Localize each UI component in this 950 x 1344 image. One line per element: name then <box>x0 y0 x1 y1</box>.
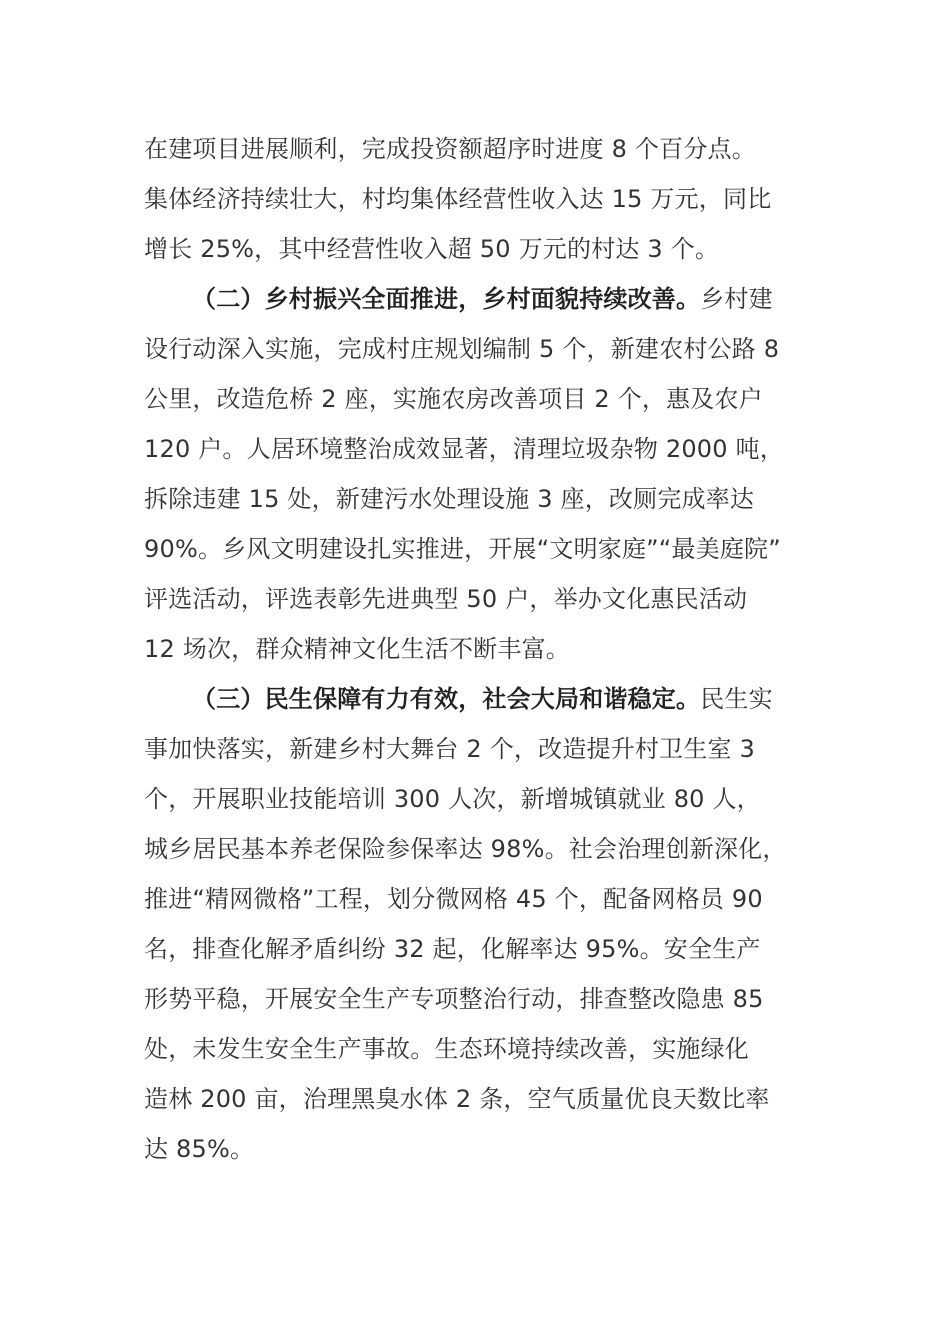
paragraph-first-line <box>144 274 834 324</box>
text-line: 在建项目进展顺利，完成投资额超序时进度 8 个百分点。 <box>144 135 756 163</box>
paragraph-1 <box>144 124 834 274</box>
text-line: 推进“精网微格”工程，划分微网格 45 个，配备网格员 90 <box>144 885 763 913</box>
text-line: 公里，改造危桥 2 座，实施农房改善项目 2 个，惠及农户 <box>144 385 763 413</box>
paragraph-3 <box>144 674 834 1174</box>
text-line: 集体经济持续壮大，村均集体经营性收入达 15 万元，同比 <box>144 185 772 213</box>
text-line: 拆除违建 15 处，新建污水处理设施 3 座，改厕完成率达 <box>144 485 755 513</box>
text-line: 达 85%。 <box>144 1135 255 1163</box>
paragraph-2 <box>144 274 834 674</box>
text-line: 设行动深入实施，完成村庄规划编制 5 个，新建农村公路 8 <box>144 335 780 363</box>
text-line: 城乡居民基本养老保险参保率达 98%。社会治理创新深化， <box>144 835 787 863</box>
text-line: 120 户。人居环境整治成效显著，清理垃圾杂物 2000 吨， <box>144 435 784 463</box>
text-line: 造林 200 亩，治理黑臭水体 2 条，空气质量优良天数比率 <box>144 1085 770 1113</box>
paragraph-first-line <box>144 674 834 724</box>
text-line: 个，开展职业技能培训 300 人次，新增城镇就业 80 人， <box>144 785 761 813</box>
text-line: 名，排查化解矛盾纠纷 32 起，化解率达 95%。安全生产 <box>144 935 761 963</box>
text-line: 形势平稳，开展安全生产专项整治行动，排查整改隐患 85 <box>144 985 764 1013</box>
text-line: 事加快落实，新建乡村大舞台 2 个，改造提升村卫生室 3 <box>144 735 756 763</box>
text-line: 处，未发生安全生产事故。生态环境持续改善，实施绿化 <box>144 1035 749 1063</box>
text-fragment: 乡村建 <box>700 285 773 313</box>
text-line: 90%。乡风文明建设扎实推进，开展“文明家庭”“最美庭院” <box>144 535 781 563</box>
text-line: 12 场次，群众精神文化生活不断丰富。 <box>144 635 570 663</box>
document-body <box>144 124 834 1174</box>
section-heading-2: （二）乡村振兴全面推进，乡村面貌持续改善。 <box>192 285 701 313</box>
text-line: 增长 25%，其中经营性收入超 50 万元的村达 3 个。 <box>144 235 720 263</box>
section-heading-3: （三）民生保障有力有效，社会大局和谐稳定。 <box>192 685 701 713</box>
text-fragment: 民生实 <box>700 685 773 713</box>
text-line: 评选活动，评选表彰先进典型 50 户，举办文化惠民活动 <box>144 585 748 613</box>
